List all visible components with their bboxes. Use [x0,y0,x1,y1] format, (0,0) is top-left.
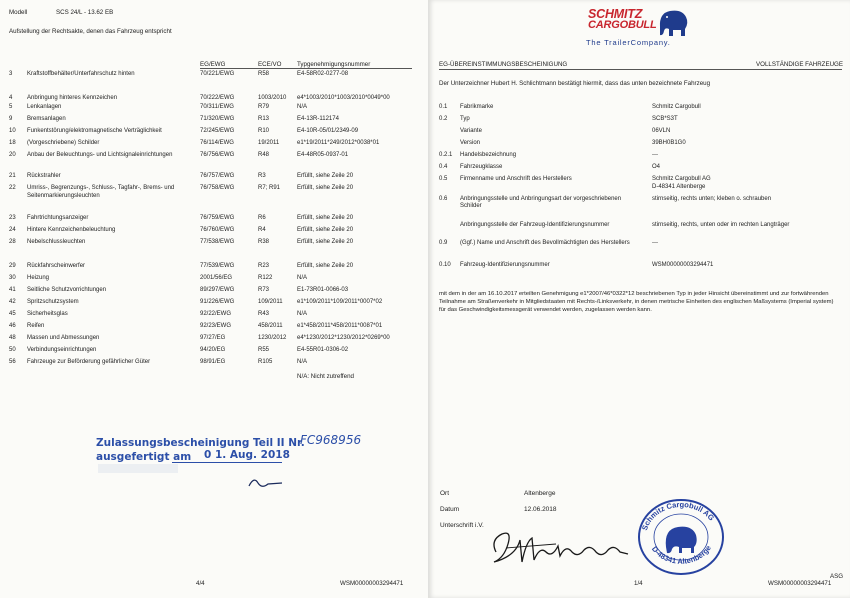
datum-label: Datum [440,506,460,513]
vehicle-cell-no: 0.1 [439,104,448,110]
cell-typ: Erfüllt, siehe Zeile 20 [297,185,354,191]
vehicle-cell-no: 0.2.1 [439,152,453,158]
cell-ece: R6 [258,215,266,221]
cell-typ: Erfüllt, siehe Zeile 20 [297,263,354,269]
cell-typ: N/A [297,275,308,281]
vehicle-cell-value: Schmitz Cargobull [652,104,701,110]
vehicle-cell-no: 0.2 [439,116,448,122]
cell-typ: N/A [297,311,308,317]
left-doc-number: WSM00000003294471 [340,580,404,587]
logo-line2: CARGOBULL [588,19,657,31]
vehicle-cell-value: stirnseitig, rechts unten; kleben o. schrauben [652,196,772,202]
cell-typ: e1*458/2011*458/2011*0087*01 [297,323,383,329]
cell-ece: R48 [258,152,270,158]
cell-no: 46 [9,323,16,329]
cell-ewg: 77/539/EWG [200,263,235,269]
cell-ece: R73 [258,287,270,293]
cell-no: 56 [9,359,16,365]
cell-typ: E4-58R02-0277-08 [297,71,349,77]
handwritten-signature [486,522,636,570]
intro-text: Aufstellung der Rechtsakte, denen das Fahrzeug entspricht [9,28,172,35]
cell-no: 10 [9,128,16,134]
vehicle-cell-label: Handelsbezeichnung [460,152,517,158]
cell-ece: 19/2011 [258,140,280,146]
right-page [428,0,850,598]
cell-ece: R13 [258,116,270,122]
cell-ece: R58 [258,71,270,77]
cell-ece: R55 [258,347,270,353]
seal-elephant-icon [666,527,697,554]
title-rule [439,69,842,70]
header-rule [200,68,412,69]
cell-ewg: 92/22/EWG [200,311,232,317]
left-page-number: 4/4 [196,580,205,587]
cell-typ: E1-73R01-0066-03 [297,287,349,293]
cell-ece: 109/2011 [258,299,283,305]
col-header-ewg: EG/EWG [200,61,226,68]
vehicle-cell-no: 0.10 [439,262,451,268]
stamp-line2: ausgefertigt am [96,451,192,463]
logo-line1: SCHMITZ [588,7,643,21]
vehicle-cell-value: --- [652,152,658,158]
cell-typ: e4*1230/2012*1230/2012*0269*00 [297,335,390,341]
cell-ece: R3 [258,173,266,179]
cell-no: 42 [9,299,16,305]
cell-text: (Vorgeschriebene) Schilder [27,140,100,146]
vehicle-cell-value: WSM00000003294471 [652,262,714,268]
logo-tagline: The TrailerCompany. [586,38,671,47]
datum-value: 12.06.2018 [524,506,557,513]
cell-typ: e1*109/2011*109/2011*0007*02 [297,299,383,305]
cell-ewg: 70/222/EWG [200,95,235,101]
model-value: SCS 24/L - 13.62 EB [56,9,114,16]
cell-text: Bremsanlagen [27,116,66,122]
cell-no: 9 [9,116,13,122]
vehicle-cell-label: Anbringungsstelle und Anbringungsart der vorgeschriebenen Schilder [460,196,622,209]
cell-ece: 1230/2012 [258,335,287,341]
cell-typ: N/A [297,104,308,110]
cell-no: 29 [9,263,16,269]
vehicle-cell-label: Typ [460,116,470,122]
stamp-initials [246,474,286,492]
vehicle-cell-label: Version [460,140,481,146]
cell-typ: E4-13R-112174 [297,116,339,122]
cell-ewg: 98/91/EG [200,359,226,365]
cell-no: 28 [9,239,16,245]
cell-ewg: 76/759/EWG [200,215,235,221]
cell-text: Massen und Abmessungen [27,335,100,341]
cell-no: 50 [9,347,16,353]
cell-ewg: 94/20/EG [200,347,226,353]
cell-ece: R43 [258,311,270,317]
vehicle-cell-label: Fahrzeug-Identifizierungsnummer [460,262,550,268]
cell-ece: R7; R91 [258,185,281,191]
cell-ece: R4 [258,227,266,233]
cell-no: 4 [9,95,13,101]
footnote: N/A: Nicht zutreffend [297,373,354,380]
cell-text: Heizung [27,275,50,281]
vehicle-cell-label: Fahrzeugklasse [460,164,503,170]
cell-ece: R38 [258,239,270,245]
right-page-number: 1/4 [634,580,643,587]
cell-ewg: 77/538/EWG [200,239,235,245]
certificate-title: EG-ÜBEREINSTIMMUNGSBESCHEINIGUNG [439,61,568,68]
cell-text: Seitliche Schutzvorrichtungen [27,287,107,293]
cell-text: Verbindungseinrichtungen [27,347,97,353]
cell-ewg: 71/320/EWG [200,116,235,122]
vehicle-cell-no: 0.9 [439,240,448,246]
cell-text: Funkentstörung/elektromagnetische Verträglichkeit [27,128,162,134]
cell-typ: E4-55R01-0306-02 [297,347,349,353]
vehicle-cell-value: O4 [652,164,661,170]
vehicle-cell-value: 39BH0B1G0 [652,140,686,146]
cell-ece: R122 [258,275,273,281]
cell-ece: 458/2011 [258,323,283,329]
cell-no: 3 [9,71,13,77]
cell-typ: Erfüllt, siehe Zeile 20 [297,215,354,221]
vehicle-cell-value-continued: D-48341 Altenberge [652,184,706,190]
cell-no: 24 [9,227,16,233]
cell-ewg: 72/245/EWG [200,128,235,134]
cell-typ: Erfüllt, siehe Zeile 20 [297,173,354,179]
cell-no: 21 [9,173,16,179]
logo-wordmark [588,9,656,31]
vehicle-cell-no: 0.4 [439,164,448,170]
certificate-type: VOLLSTÄNDIGE FAHRZEUGE [756,61,843,68]
cell-ewg: 76/760/EWG [200,227,235,233]
cell-typ: E4-10R-05/01/2349-09 [297,128,359,134]
cell-ece: R10 [258,128,270,134]
cell-ewg: 92/23/EWG [200,323,232,329]
cell-text-continued: Seitenmarkierungsleuchten [27,193,100,199]
cell-typ: N/A [297,359,308,365]
cell-ewg: 91/226/EWG [200,299,235,305]
stamp-number: FC968956 [300,433,362,447]
cell-no: 20 [9,152,16,158]
cell-ewg: 76/114/EWG [200,140,234,146]
cell-text: Anbringung hinteres Kennzeichen [27,95,118,101]
seal-bottom-text: D-48341 Altenberge [649,543,713,566]
stamp-line1: Zulassungsbescheinigung Teil II Nr. [96,437,305,449]
cell-ewg: 76/757/EWG [200,173,235,179]
col-header-ece: ECE/VO [258,61,282,68]
vehicle-cell-label: Fabrikmarke [460,104,494,110]
company-seal [636,497,726,577]
cell-no: 41 [9,287,16,293]
seal-top-text: Schmitz Cargobull AG [639,499,717,532]
cell-text: Hintere Kennzeichenbeleuchtung [27,227,116,233]
col-header-typ: Typgenehmigungsnummer [297,61,371,68]
cell-ewg: 76/758/EWG [200,185,235,191]
right-doc-number: WSM00000003294471 [768,580,832,587]
vehicle-cell-value: SCB*S3T [652,116,678,122]
vehicle-cell-value: Schmitz Cargobull AG [652,176,711,182]
corner-mark: ASG [830,573,844,580]
cell-typ: Erfüllt, siehe Zeile 20 [297,239,354,245]
vehicle-cell-label: (Ggf.) Name und Anschrift des Bevollmächtigten des Herstellers [460,240,630,246]
cell-typ: Erfüllt, siehe Zeile 20 [297,227,354,233]
cell-text: Spritzschutzsystem [27,299,79,305]
cell-no: 45 [9,311,16,317]
model-label: Modell [9,9,28,16]
cell-ece: 1003/2010 [258,95,287,101]
vehicle-cell-no: 0.6 [439,196,448,202]
ort-value: Altenberge [524,490,556,497]
cell-ewg: 89/297/EWG [200,287,235,293]
cell-no: 23 [9,215,16,221]
vehicle-cell-value: --- [652,240,658,246]
cell-text: Sicherheitsglas [27,311,68,317]
vehicle-cell-label: Anbringungsstelle der Fahrzeug-Identifizierungsnummer [460,222,610,228]
vehicle-cell-value: stirnseitig, rechts, unten oder im rechten Langträger [652,222,790,228]
cell-ewg: 97/27/EG [200,335,226,341]
cell-no: 18 [9,140,16,146]
cell-ece: R23 [258,263,270,269]
vehicle-cell-value: 06VLN [652,128,671,134]
cell-ewg: 2001/56/EG [200,275,233,281]
cell-no: 30 [9,275,16,281]
cell-ece: R79 [258,104,270,110]
cell-no: 48 [9,335,16,341]
cell-ece: R105 [258,359,273,365]
cell-no: 22 [9,185,16,191]
cell-ewg: 70/311/EWG [200,104,234,110]
cell-text: Lenkanlagen [27,104,62,110]
cell-no: 5 [9,104,13,110]
cell-typ: e4*1003/2010*1003/2010*0049*00 [297,95,390,101]
cell-text: Reifen [27,323,45,329]
cell-text: Fahrtrichtungsanzeiger [27,215,89,221]
signature-label: Unterschrift i.V. [440,522,484,529]
elephant-icon [656,5,692,39]
cell-text: Rückfahrscheinwerfer [27,263,86,269]
cell-ewg: 76/756/EWG [200,152,235,158]
cell-ewg: 70/221/EWG [200,71,235,77]
cell-text: Fahrzeuge zur Beförderung gefährlicher Güter [27,359,151,365]
cell-text: Kraftstoffbehälter/Unterfahrschutz hinten [27,71,135,77]
cell-text: Anbau der Beleuchtungs- und Lichtsignaleinrichtungen [27,152,173,158]
cell-text: Umriss-, Begrenzungs-, Schluss-, Tagfahr-, Brems- und [27,185,175,191]
cell-text: Rückstrahler [27,173,61,179]
vehicle-cell-label: Firmenname und Anschrift des Herstellers [460,176,572,182]
stamp-date: 0 1. Aug. 2018 [204,449,290,461]
vehicle-cell-no: 0.5 [439,176,448,182]
conformity-paragraph: mit dem in der am 16.10.2017 erteilten Genehmigung e1*2007/46*0322*12 beschriebenen Typ in jeder Hinsicht übereinstimmt und zur fortwährenden Teilnahme am Straßenverkehr in Mitgliedstaaten mit Rechts-/Linksverkehr, in denen metrische Einheiten des englischen Maßsystems (Imperial system) für das Geschwindigkeitsmessgerät verwendet werden, zugelassen werden kann. [439,291,834,313]
vehicle-cell-label: Variante [460,128,482,134]
ort-label: Ort [440,490,450,497]
cell-typ: E4-48R05-0937-01 [297,152,349,158]
statement: Der Unterzeichner Hubert H. Schlichtmann bestätigt hiermit, dass das unten bezeichnete Fahrzeug [439,80,711,87]
cell-text: Nebelschlussleuchten [27,239,86,245]
cell-typ: e1*19/2011*249/2012*0038*01 [297,140,380,146]
